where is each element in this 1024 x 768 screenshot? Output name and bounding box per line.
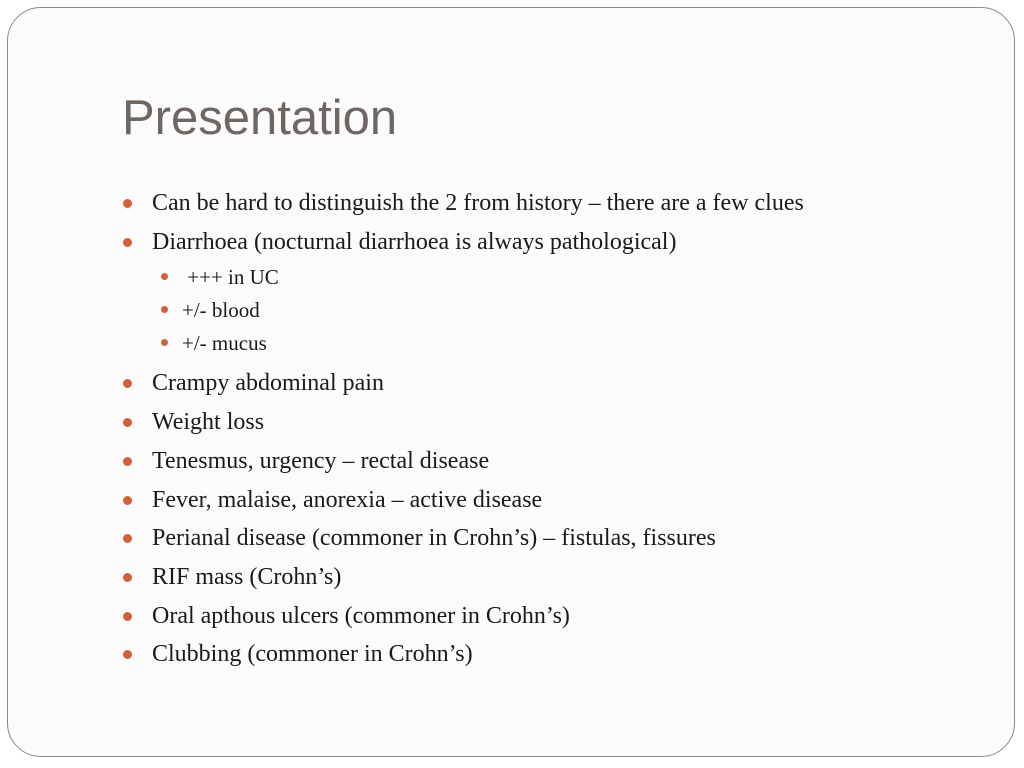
bullet-dot-icon	[123, 496, 132, 505]
bullet-item	[122, 184, 982, 223]
slide-body	[122, 184, 982, 674]
sub-bullet-text: +++ in UC	[182, 265, 279, 290]
bullet-text: Can be hard to distinguish the 2 from history – there are a few clues	[152, 190, 804, 216]
sub-bullet-text: +/- blood	[182, 298, 260, 323]
sub-bullet-group	[122, 261, 982, 360]
sub-bullet-dot-icon	[161, 306, 168, 313]
bullet-dot-icon	[123, 418, 132, 427]
bullet-text: Tenesmus, urgency – rectal disease	[152, 447, 490, 474]
bullet-item	[122, 442, 982, 481]
bullet-dot-icon	[123, 379, 132, 388]
bullet-item	[122, 519, 982, 558]
sub-bullet-dot-icon	[161, 273, 168, 280]
slide-title: Presentation	[122, 91, 398, 145]
bullet-item	[122, 403, 982, 442]
bullet-dot-icon	[123, 238, 132, 247]
bullet-dot-icon	[123, 534, 132, 543]
bullet-item	[122, 635, 982, 674]
bullet-text: Diarrhoea (nocturnal diarrhoea is always pathological)	[152, 228, 677, 255]
bullet-item	[122, 558, 982, 597]
bullet-item	[122, 481, 982, 520]
bullet-dot-icon	[123, 457, 132, 466]
sub-bullet-item	[122, 261, 982, 294]
sub-bullet-text: +/- mucus	[182, 331, 267, 356]
sub-bullet-item	[122, 327, 982, 360]
bullet-text: RIF mass (Crohn’s)	[152, 563, 342, 590]
slide	[7, 7, 1015, 757]
bullet-dot-icon	[123, 612, 132, 621]
sub-bullet-dot-icon	[161, 339, 168, 346]
bullet-text: Oral apthous ulcers (commoner in Crohn’s)	[152, 602, 570, 629]
bullet-dot-icon	[123, 650, 132, 659]
sub-bullet-list	[122, 261, 982, 360]
bullet-text: Clubbing (commoner in Crohn’s)	[152, 641, 473, 668]
bullet-text: Crampy abdominal pain	[152, 370, 384, 397]
bullet-item	[122, 364, 982, 403]
bullet-list	[122, 184, 982, 674]
bullet-text: Weight loss	[152, 409, 265, 436]
bullet-dot-icon	[123, 573, 132, 582]
bullet-text: Perianal disease (commoner in Crohn’s) – fistulas, fissures	[152, 525, 716, 552]
bullet-item	[122, 597, 982, 636]
bullet-item	[122, 223, 982, 262]
bullet-text: Fever, malaise, anorexia – active disease	[152, 486, 543, 513]
sub-bullet-item	[122, 294, 982, 327]
bullet-dot-icon	[123, 199, 132, 208]
